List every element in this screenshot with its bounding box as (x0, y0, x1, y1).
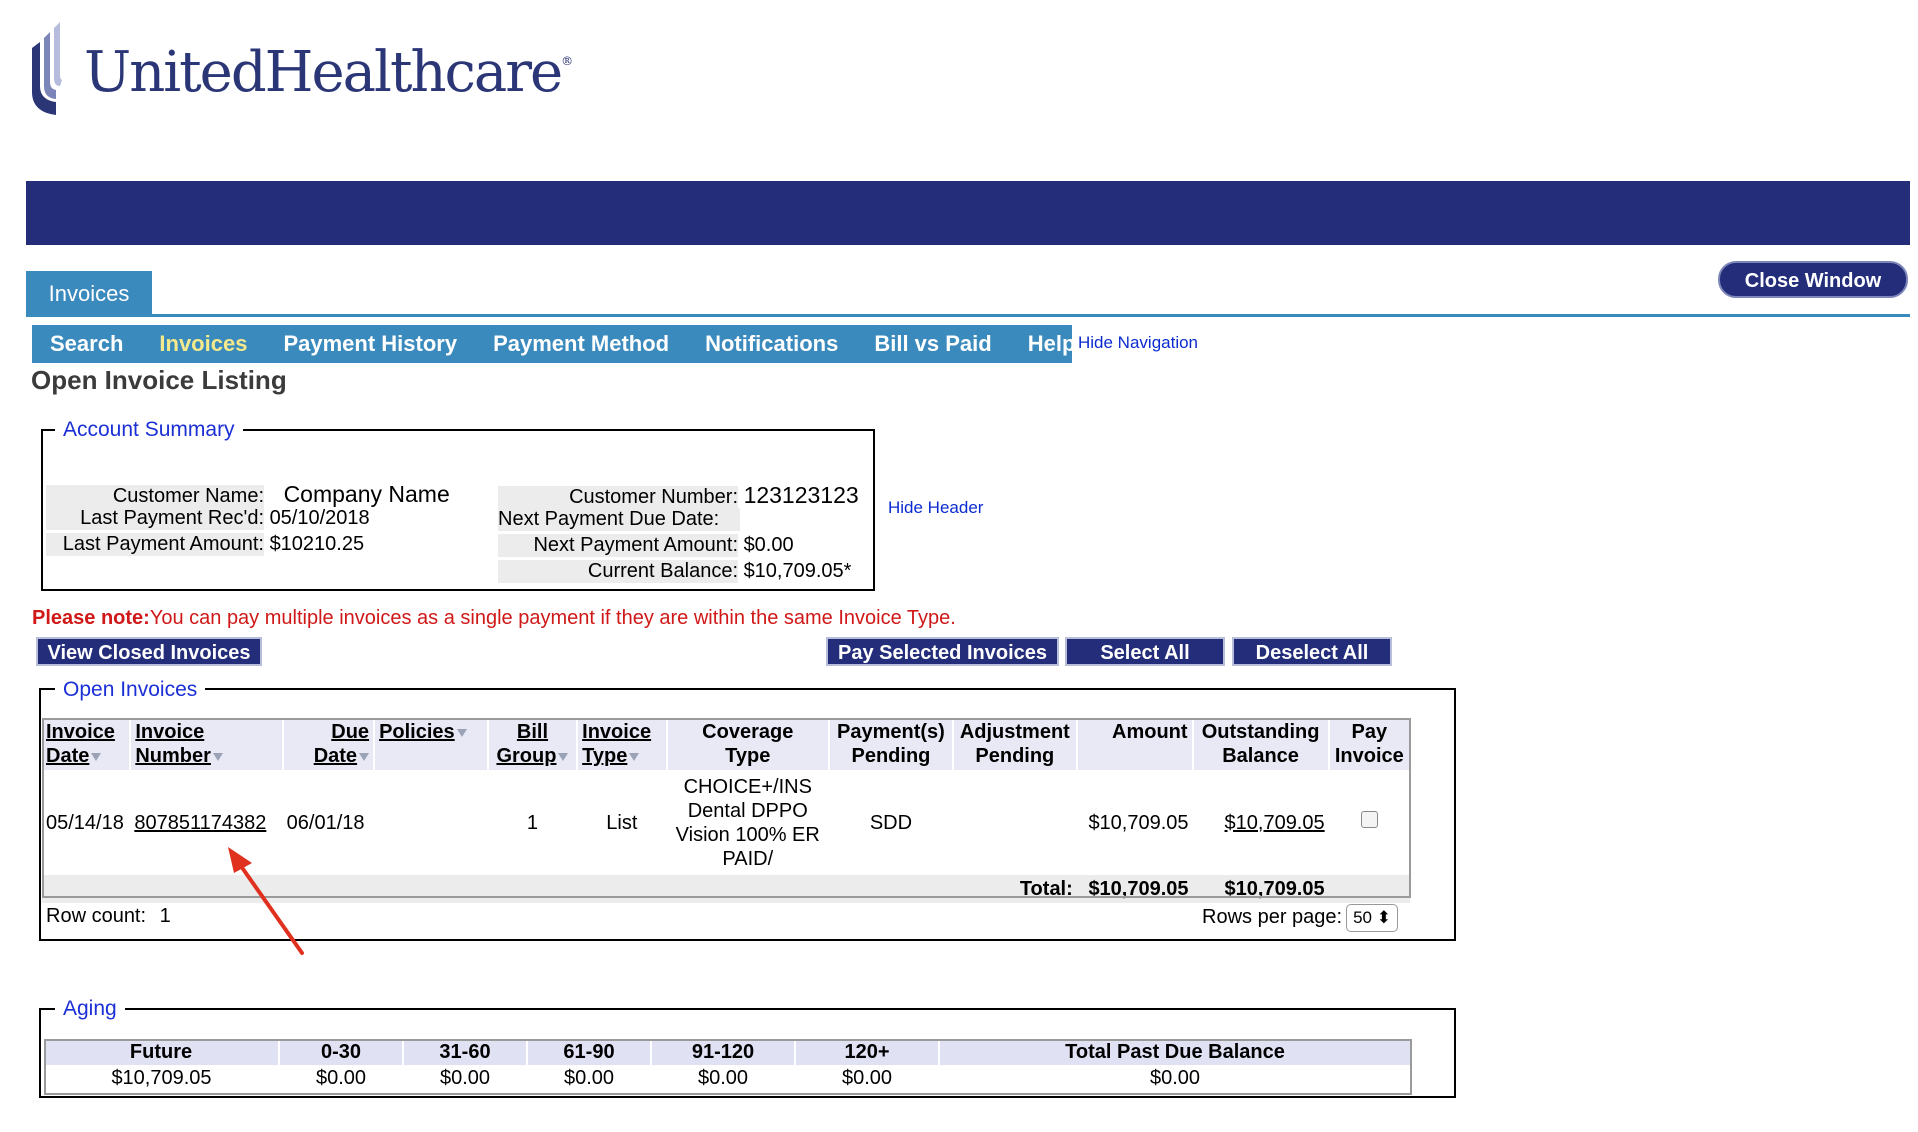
hide-header-link[interactable]: Hide Header (888, 498, 984, 517)
nav-payment-history[interactable]: Payment History (283, 331, 458, 356)
cell-outstanding-balance[interactable] (1193, 770, 1329, 875)
rows-per-page-select[interactable]: 50 ⬍ (1346, 904, 1398, 932)
next-due-date-label: Next Payment Due Date: (498, 508, 740, 531)
current-balance-row (498, 560, 851, 583)
col-due-date[interactable]: Due Date (283, 718, 374, 770)
cell-payments-pending: SDD (869, 811, 913, 834)
payment-note (32, 607, 956, 630)
total-amount: $10,709.05 (1077, 875, 1193, 903)
main-nav (32, 325, 1076, 363)
aging-120-plus-value: $0.00 (841, 1067, 893, 1089)
filter-icon[interactable] (359, 753, 369, 761)
nav-payment-method[interactable]: Payment Method (493, 331, 670, 356)
filter-icon[interactable] (91, 753, 101, 761)
aging-legend: Aging (55, 997, 125, 1021)
aging-31-60-value: $0.00 (439, 1067, 491, 1089)
tab-divider (26, 314, 1910, 317)
filter-icon[interactable] (558, 753, 568, 761)
cell-due-date: 06/01/18 (286, 811, 365, 834)
last-payment-recd-label: Last Payment Rec'd: (46, 507, 264, 530)
cell-adjustment-pending (953, 770, 1077, 875)
close-window-button[interactable]: Close Window (1718, 261, 1908, 298)
col-coverage-type: Coverage Type (667, 718, 829, 770)
row-count (46, 905, 171, 928)
pay-invoice-checkbox[interactable] (1361, 811, 1378, 828)
unitedhealthcare-logo (26, 20, 572, 115)
customer-name-label: Customer Name: (46, 485, 264, 508)
col-invoice-type[interactable]: Invoice Type (577, 718, 666, 770)
aging-future-value: $10,709.05 (111, 1067, 212, 1089)
filter-icon[interactable] (457, 729, 467, 737)
cell-invoice-type: List (606, 811, 638, 834)
aging-col-31-60: 31-60 (403, 1039, 527, 1065)
next-amount-label: Next Payment Amount: (498, 534, 738, 557)
table-header-row (42, 718, 1410, 770)
next-amount-value: $0.00 (743, 534, 794, 556)
aging-col-total-past-due: Total Past Due Balance (939, 1039, 1411, 1065)
aging-61-90-value: $0.00 (563, 1067, 615, 1089)
row-count-value: 1 (159, 905, 171, 927)
nav-bill-vs-paid[interactable]: Bill vs Paid (874, 331, 992, 356)
row-count-label: Row count: (46, 905, 147, 927)
pay-selected-invoices-button[interactable]: Pay Selected Invoices (826, 637, 1059, 666)
nav-notifications[interactable]: Notifications (705, 331, 839, 356)
page-title: Open Invoice Listing (31, 365, 287, 395)
current-balance-value: $10,709.05* (743, 560, 852, 582)
customer-number-label: Customer Number: (498, 486, 738, 509)
note-prefix: Please note: (32, 607, 150, 629)
customer-name-value: Company Name (283, 481, 450, 507)
col-invoice-number[interactable]: Invoice Number (130, 718, 282, 770)
aging-total-past-due-value: $0.00 (1149, 1067, 1201, 1089)
cell-bill-group: 1 (526, 811, 539, 834)
last-payment-amount-label: Last Payment Amount: (46, 533, 264, 556)
col-policies[interactable]: Policies (374, 718, 488, 770)
nav-help[interactable]: Help (1027, 331, 1076, 356)
cell-policies (374, 770, 488, 875)
tab-invoices[interactable]: Invoices (26, 271, 152, 316)
col-amount: Amount (1077, 718, 1193, 770)
aging-col-future: Future (44, 1039, 279, 1065)
aging-table (44, 1039, 1412, 1091)
select-all-button[interactable]: Select All (1065, 637, 1225, 666)
last-payment-recd-row (46, 507, 370, 530)
last-payment-amount-row (46, 533, 364, 556)
customer-number-row (498, 482, 859, 509)
view-closed-invoices-button[interactable]: View Closed Invoices (36, 637, 262, 666)
col-outstanding-balance: Outstanding Balance (1193, 718, 1329, 770)
aging-col-120-plus: 120+ (795, 1039, 939, 1065)
col-pay-invoice: Pay Invoice (1329, 718, 1410, 770)
filter-icon[interactable] (213, 753, 223, 761)
cell-invoice-date: 05/14/18 (46, 811, 124, 834)
header-band (26, 181, 1910, 245)
hide-navigation-link[interactable]: Hide Navigation (1078, 333, 1199, 352)
total-outstanding: $10,709.05 (1193, 875, 1329, 903)
open-invoices-legend: Open Invoices (55, 678, 205, 702)
col-adjustment-pending: Adjustment Pending (953, 718, 1077, 770)
rows-per-page-label: Rows per page: (1202, 906, 1343, 928)
red-arrow-annotation (222, 845, 312, 960)
customer-name-row (46, 481, 450, 508)
outstanding-balance-link[interactable]: $10,709.05 (1224, 811, 1325, 834)
col-invoice-date[interactable]: Invoice Date (42, 718, 130, 770)
next-due-date-row (498, 508, 740, 531)
customer-number-value: 123123123 (743, 482, 859, 508)
rows-per-page (1202, 904, 1398, 932)
nav-search[interactable]: Search (50, 331, 124, 356)
aging-values-row (44, 1065, 1411, 1091)
last-payment-recd-value: 05/10/2018 (269, 507, 370, 529)
total-label: Total: (488, 875, 1077, 903)
deselect-all-button[interactable]: Deselect All (1232, 637, 1392, 666)
cell-pay-invoice (1329, 770, 1410, 875)
shield-icon (26, 20, 86, 115)
aging-header-row (44, 1039, 1411, 1065)
cell-coverage-type: CHOICE+/INS Dental DPPO Vision 100% ER PAID/ (675, 775, 820, 870)
nav-invoices[interactable]: Invoices (159, 331, 248, 356)
cell-amount: $10,709.05 (1088, 811, 1189, 834)
filter-icon[interactable] (629, 753, 639, 761)
note-text: You can pay multiple invoices as a single payment if they are within the same Invoice Type. (149, 607, 956, 629)
last-payment-amount-value: $10210.25 (269, 533, 365, 555)
current-balance-label: Current Balance: (498, 560, 738, 583)
account-summary-legend: Account Summary (55, 418, 243, 442)
aging-col-91-120: 91-120 (651, 1039, 795, 1065)
aging-col-61-90: 61-90 (527, 1039, 651, 1065)
aging-col-0-30: 0-30 (279, 1039, 403, 1065)
col-bill-group[interactable]: Bill Group (488, 718, 577, 770)
brand-name: UnitedHealthcare® (84, 40, 572, 105)
col-payments-pending: Payment(s) Pending (829, 718, 953, 770)
invoice-number-link[interactable]: 807851174382 (134, 811, 267, 834)
next-amount-row (498, 534, 794, 557)
aging-91-120-value: $0.00 (697, 1067, 749, 1089)
aging-0-30-value: $0.00 (315, 1067, 367, 1089)
